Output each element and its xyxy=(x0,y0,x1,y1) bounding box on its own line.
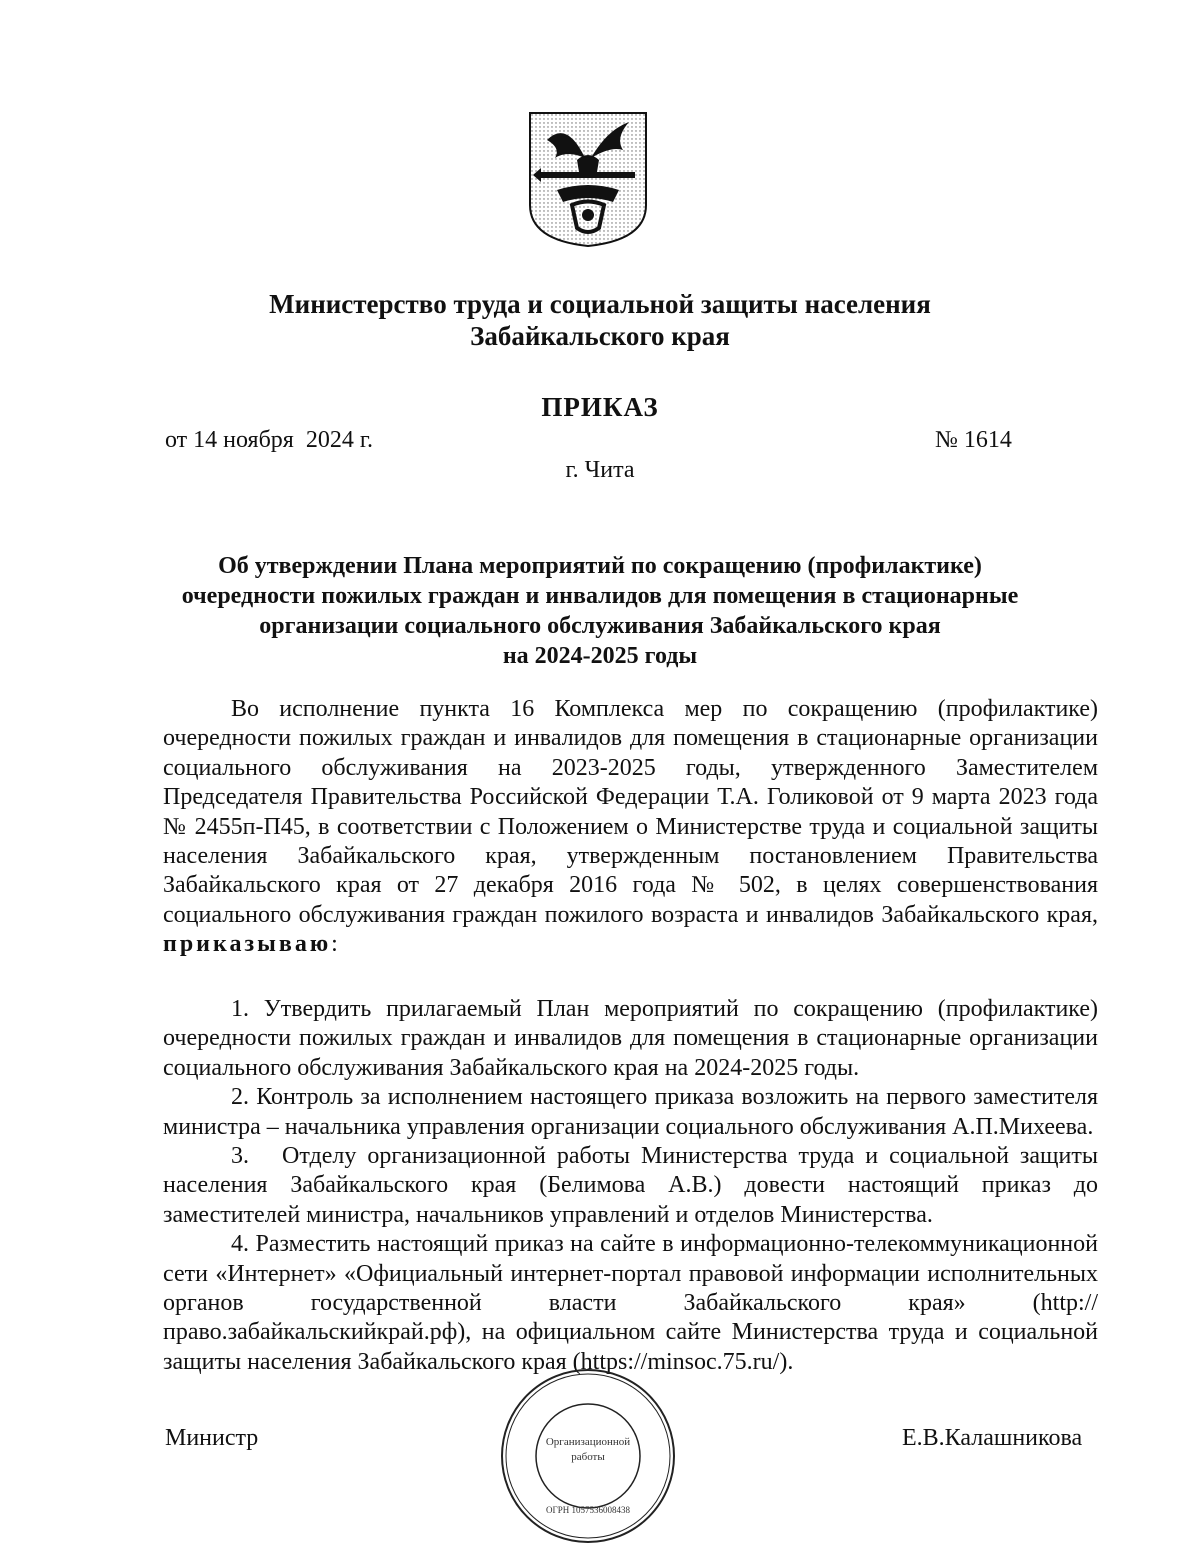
subject-line2: очередности пожилых граждан и инвалидов для помещения в стационарные xyxy=(181,583,1019,609)
directive-word: приказываю xyxy=(163,931,332,958)
preamble-text: Во исполнение пункта 16 Комплекса мер по сокращению (профилактике) очередности пожилых граждан и инвалидов для помещения в стационарные организации социального обслуживания на 2023-2025 годы, утвержденного Заместителем Председателя Правительства Российской Федерации Т.А. Голиковой от 9 марта 2023 года № 2455п-П45, в соответствии с Положением о Министерстве труда и социальной защиты населения Забайкальского края, утвержденным постановлением Правительства Забайкальского края от 27 декабря 2016 года № 502, в целях совершенствования социального обслуживания граждан пожилого возраста и инвалидов Забайкальского края, xyxy=(163,696,1098,928)
svg-text:Организационной: Организационной xyxy=(545,1436,631,1448)
order-date: от 14 ноября 2024 г. xyxy=(165,427,373,453)
svg-text:ОГРН 1057536008438: ОГРН 1057536008438 xyxy=(546,1505,630,1515)
ministry-name-line1: Министерство труда и социальной защиты населения xyxy=(269,289,931,319)
order-items xyxy=(163,995,1104,1377)
ministry-name xyxy=(0,288,1200,352)
signatory-role: Министр xyxy=(165,1425,259,1451)
preamble-paragraph xyxy=(163,695,1098,960)
coat-of-arms-eagle-icon xyxy=(527,110,649,248)
order-item: 2. Контроль за исполнением настоящего приказа возложить на первого заместителя министра – начальника управления организации социального обслуживания А.П.Михеева. xyxy=(163,1084,1098,1140)
subject-line1: Об утверждении Плана мероприятий по сокращению (профилактике) xyxy=(218,553,982,579)
ministry-name-line2: Забайкальского края xyxy=(470,321,730,351)
order-item: 1. Утвердить прилагаемый План мероприятий по сокращению (профилактике) очередности пожилых граждан и инвалидов для помещения в стационарные организации социального обслуживания Забайкальского края на 2024-2025 годы. xyxy=(163,996,1098,1081)
order-subject xyxy=(100,551,1100,671)
official-round-stamp-icon xyxy=(497,1365,679,1547)
subject-line4: на 2024-2025 годы xyxy=(502,643,698,669)
signatory-name: Е.В.Калашникова xyxy=(902,1425,1083,1451)
svg-text:работы: работы xyxy=(571,1451,605,1463)
order-number: № 1614 xyxy=(935,427,1012,453)
order-city: г. Чита xyxy=(565,457,635,483)
subject-line3: организации социального обслуживания Забайкальского края xyxy=(259,613,941,639)
document-type-title: ПРИКАЗ xyxy=(541,392,659,422)
directive-suffix: : xyxy=(331,931,338,958)
preamble xyxy=(163,695,1098,960)
order-item: 4. Разместить настоящий приказ на сайте в информационно-телекоммуникационной сети «Интернет» «Официальный интернет-портал правовой информации исполнительных органов государственной власти Забайкальского края» (http://право.забайкальскийкрай.рф), на официальном сайте Министерства труда и социальной защиты населения Забайкальского края (https://minsoc.75.ru/). xyxy=(163,1231,1098,1375)
order-item: 3. Отделу организационной работы Министерства труда и социальной защиты населения Забайкальского края (Белимова А.В.) довести настоящий приказ до заместителей министра, начальников управлений и отделов Министерства. xyxy=(163,1143,1104,1228)
